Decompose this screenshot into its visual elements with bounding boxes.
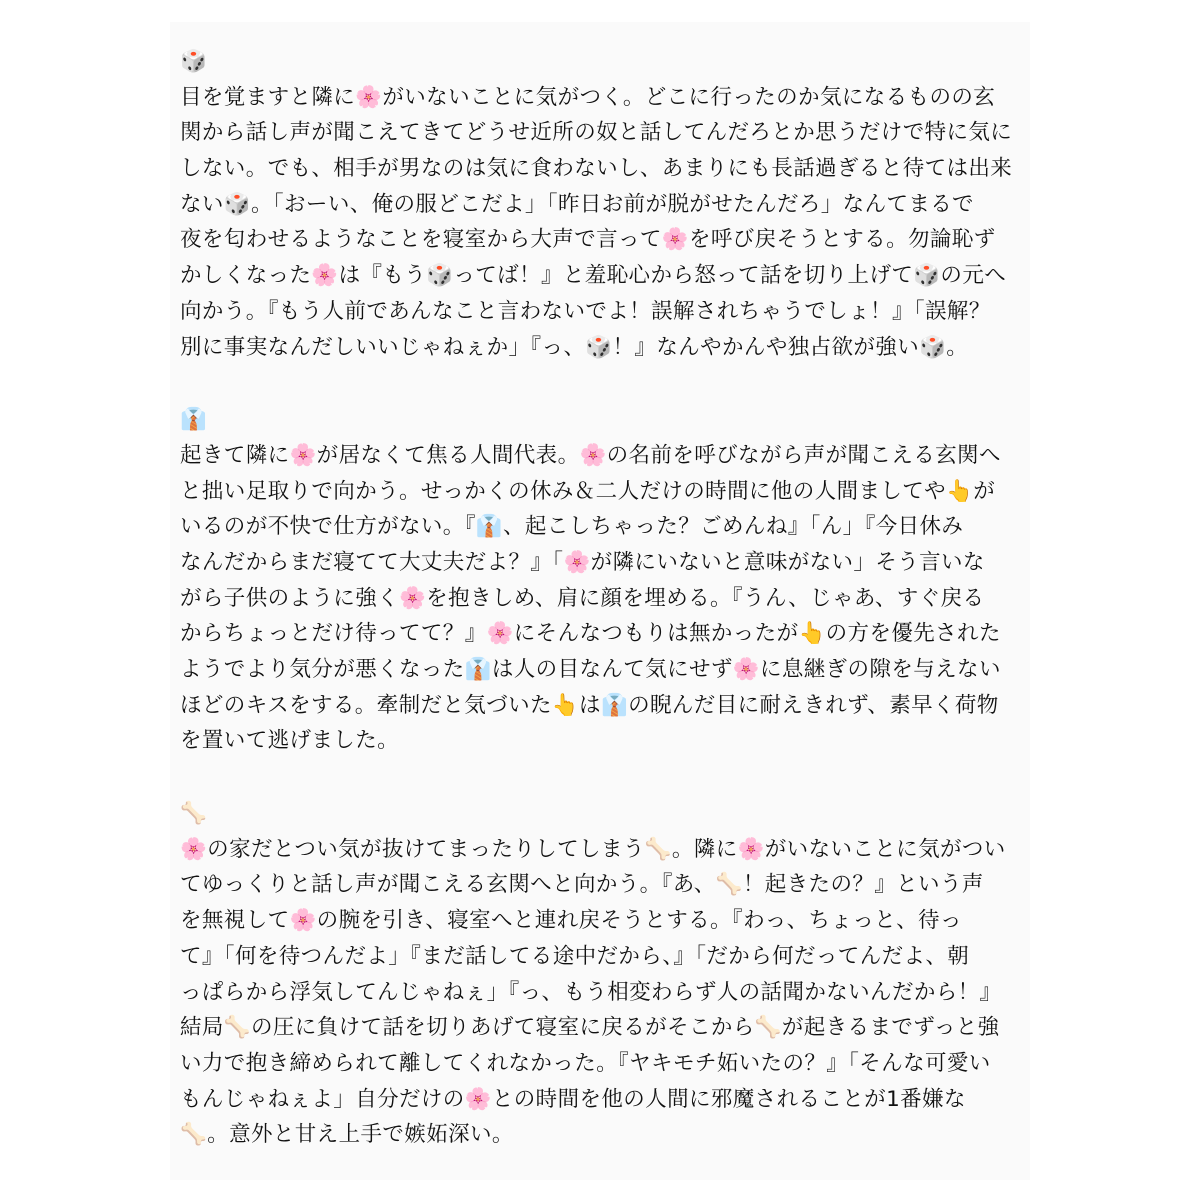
text-line: しない。でも、相手が男なのは気に食わないし、あまりにも長話過ぎると待ては出来: [180, 156, 1013, 182]
text-line: 🌸の家だとつい気が抜けてまったりしてしまう🦴。隣に🌸がいないことに気がつい: [180, 836, 1006, 862]
text-content: [180, 44, 1030, 1190]
text-line: なんだからまだ寝てて大丈夫だよ？』「🌸が隣にいないと意味がない」そう言いな: [180, 549, 985, 575]
text-line: 🦴。意外と甘え上手で嫉妬深い。: [180, 1122, 514, 1148]
section-dice: [180, 44, 1030, 365]
section-icon-bone: 🦴: [180, 801, 208, 827]
text-line: いるのが不快で仕方がない。『👔、起こしちゃった？ごめんね』「ん」『今日休み: [180, 514, 964, 540]
text-line: 目を覚ますと隣に🌸がいないことに気がつく。どこに行ったのか気になるものの玄: [180, 84, 996, 110]
text-line: ようでより気分が悪くなった👔は人の目なんて気にせず🌸に息継ぎの隙を与えない: [180, 657, 1001, 682]
text-line: を無視して🌸の腕を引き、寝室へと連れ戻そうとする。『わっ、ちょっと、待っ: [180, 908, 962, 934]
text-line: からちょっとだけ待ってて？』🌸にそんなつもりは無かったが👆の方を優先された: [180, 621, 1001, 647]
section-bone: [180, 796, 1030, 1153]
text-line: ほどのキスをする。牽制だと気づいた👆は👔の睨んだ目に耐えきれず、素早く荷物: [180, 692, 999, 718]
text-line: もんじゃねぇよ」自分だけの🌸との時間を他の人間に邪魔されることが1番嫌な: [180, 1086, 966, 1112]
section-necktie: [180, 402, 1030, 759]
text-line: ない🎲。「おーい、俺の服どこだよ」「昨日お前が脱がせたんだろ」なんてまるで: [180, 191, 974, 217]
text-line: てゆっくりと話し声が聞こえる玄関へと向かう。『あ、🦴！起きたの？』という声: [180, 872, 984, 898]
text-line: がら子供のように強く🌸を抱きしめ、肩に顔を埋める。『うん、じゃあ、すぐ戻る: [180, 585, 985, 611]
text-line: い力で抱き締められて離してくれなかった。『ヤキモチ妬いたの？』「そんな可愛い: [180, 1050, 991, 1076]
text-line: 別に事実なんだしいいじゃねぇか」『っ、🎲！』なんやかんや独占欲が強い🎲。: [180, 334, 969, 360]
text-line: っぱらから浮気してんじゃねぇ」『っ、もう相変わらず人の話聞かないんだから！』: [180, 979, 1002, 1005]
text-line: と拙い足取りで向かう。せっかくの休み＆二人だけの時間に他の人間ましてや👆が: [180, 478, 996, 504]
text-line: を置いて逃げました。: [180, 728, 400, 754]
text-line: かしくなった🌸は『もう🎲ってば！』と羞恥心から怒って話を切り上げて🎲の元へ: [180, 263, 1007, 289]
text-line: 結局🦴の圧に負けて話を切りあげて寝室に戻るがそこから🦴が起きるまでずっと強: [180, 1015, 1000, 1041]
text-line: 関から話し声が聞こえてきてどうせ近所の奴と話してんだろとか思うだけで特に気に: [180, 120, 1013, 146]
text-line: 起きて隣に🌸が居なくて焦る人間代表。🌸の名前を呼びながら声が聞こえる玄関へ: [180, 442, 1001, 468]
text-line: 夜を匂わせるようなことを寝室から大声で言って🌸を呼び戻そうとする。勿論恥ず: [180, 227, 996, 253]
text-line: て』「何を待つんだよ」『まだ話してる途中だから、』「だから何だってんだよ、朝: [180, 943, 970, 969]
section-icon-dice: 🎲: [180, 49, 208, 74]
text-line: 向かう。『もう人前であんなこと言わないでよ！誤解されちゃうでしょ！』「誤解？: [180, 298, 991, 324]
section-icon-necktie: 👔: [180, 407, 208, 433]
